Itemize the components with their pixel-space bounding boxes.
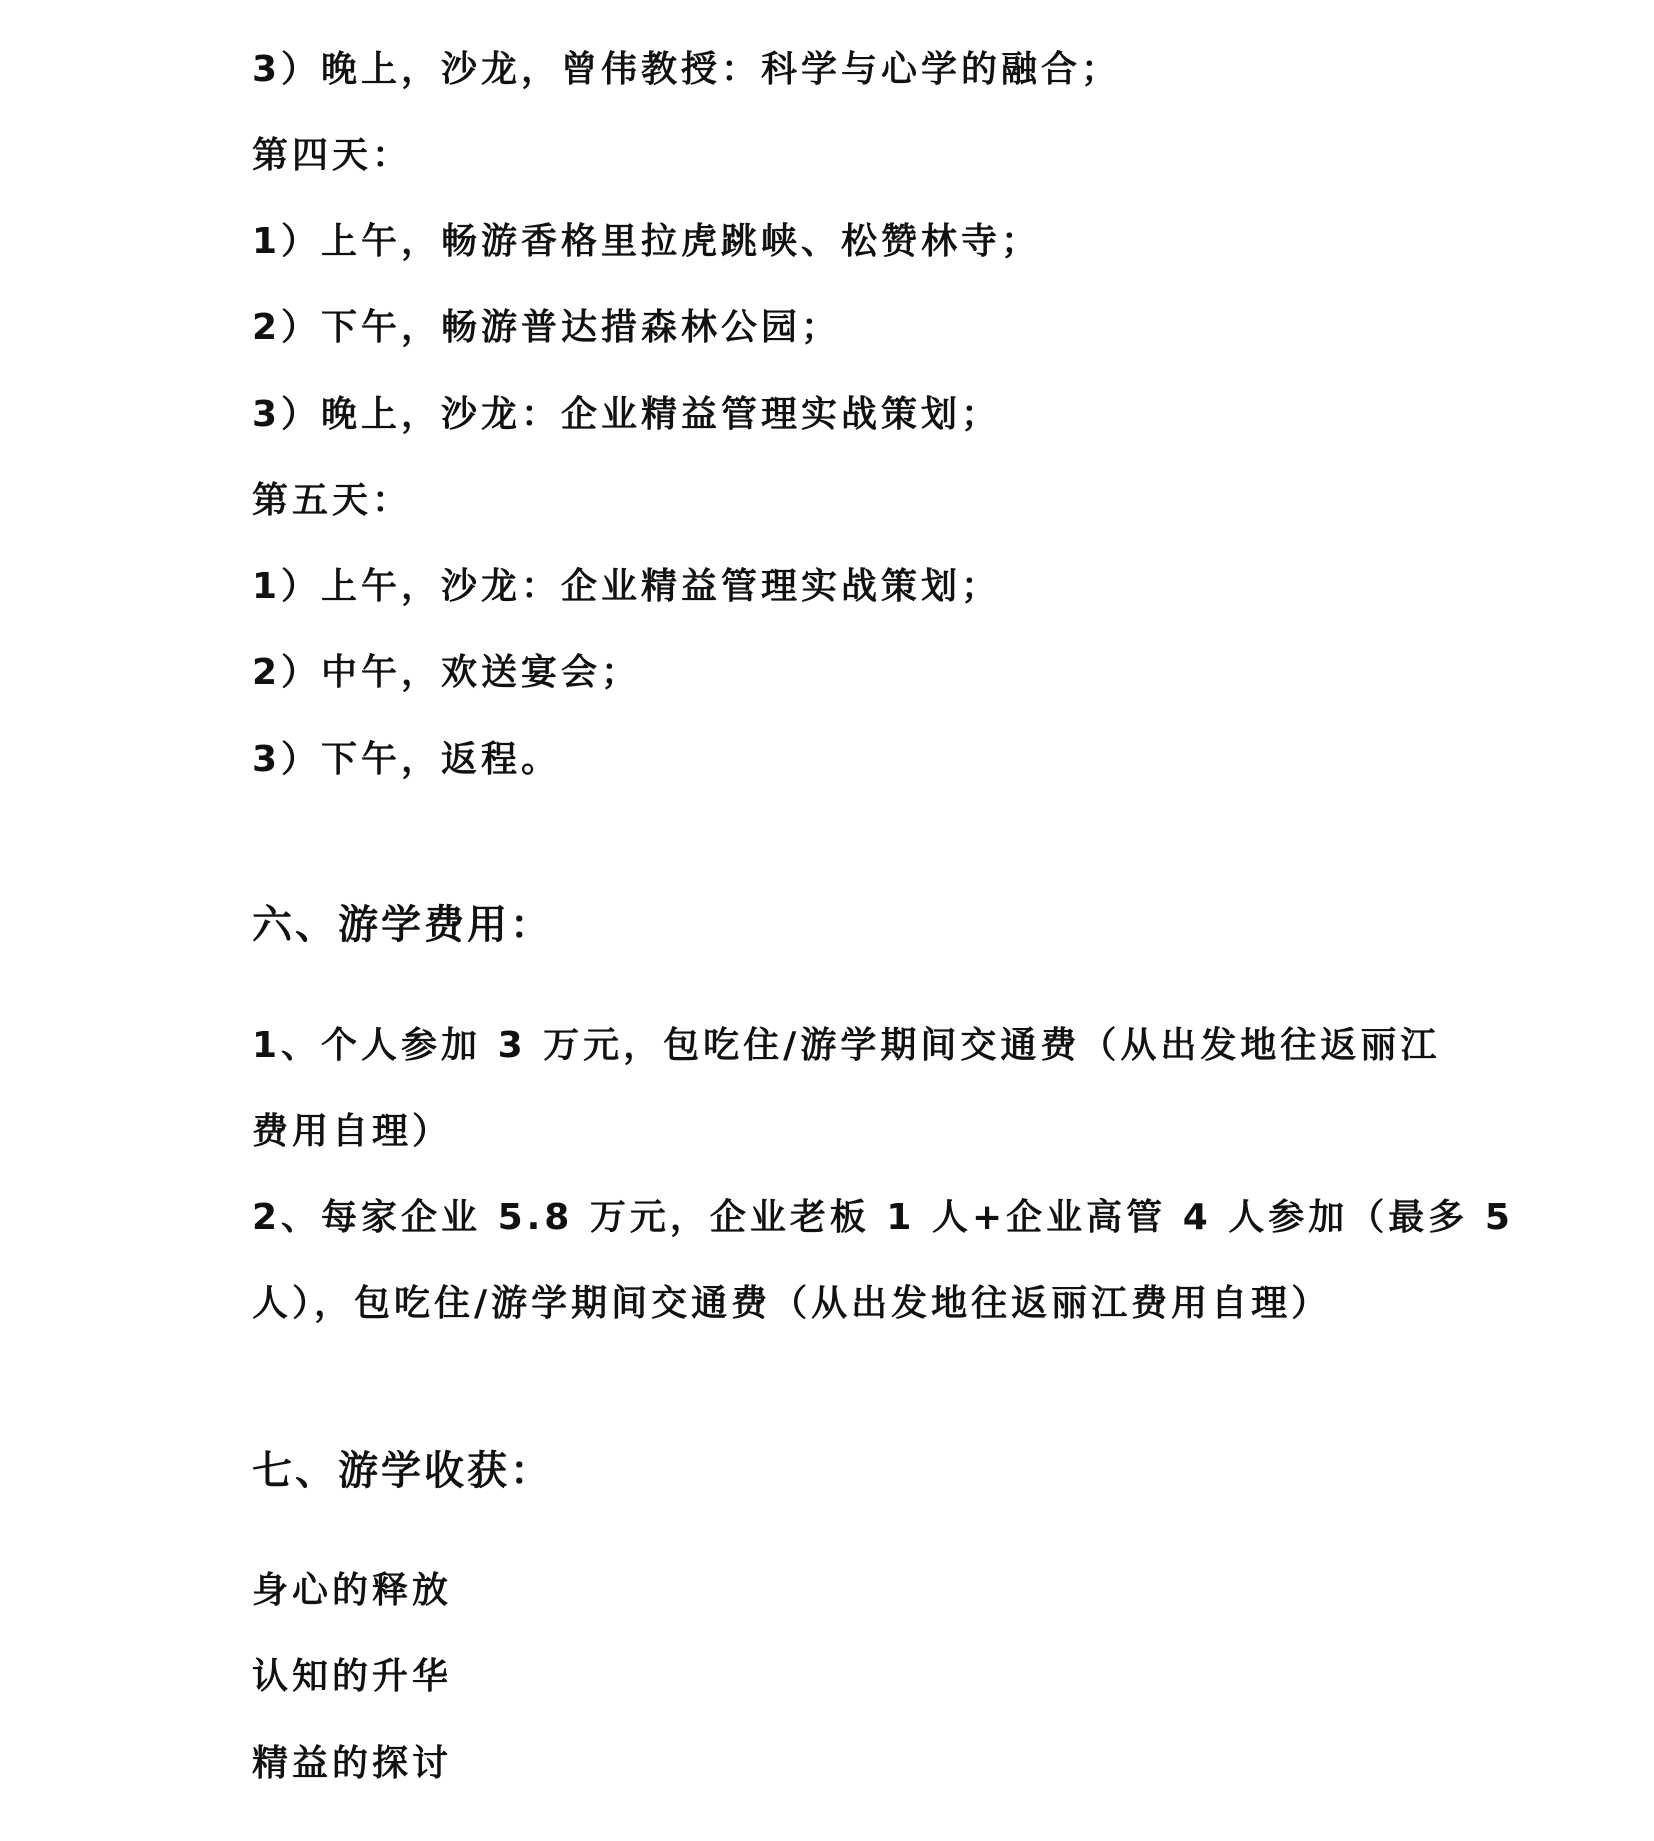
day4-title: 第四天： <box>252 135 413 176</box>
fee-enterprise-line1: 2、每家企业 5.8 万元，企业老板 1 人+企业高管 4 人参加（最多 5 <box>252 1197 1514 1238</box>
gain-item-cognition: 认知的升华 <box>252 1656 453 1697</box>
gain-item-lean: 精益的探讨 <box>252 1743 453 1784</box>
day5-afternoon-item: 3）下午，返程。 <box>252 739 562 780</box>
day5-title: 第五天： <box>252 480 413 521</box>
gain-item-release: 身心的释放 <box>252 1570 453 1611</box>
day4-evening-item: 3）晚上，沙龙：企业精益管理实战策划； <box>252 394 1002 435</box>
day4-afternoon-item: 2）下午，畅游普达措森林公园； <box>252 307 842 348</box>
fee-personal-line1: 1、个人参加 3 万元，包吃住/游学期间交通费（从出发地往返丽江 <box>252 1025 1441 1066</box>
day5-morning-item: 1）上午，沙龙：企业精益管理实战策划； <box>252 566 1002 607</box>
fee-personal-line2: 费用自理） <box>252 1111 453 1152</box>
section6-heading: 六、游学费用： <box>252 902 553 948</box>
day5-noon-item: 2）中午，欢送宴会； <box>252 652 642 693</box>
day3-evening-item: 3）晚上，沙龙，曾伟教授：科学与心学的融合； <box>252 49 1122 90</box>
fee-enterprise-line2: 人），包吃住/游学期间交通费（从出发地往返丽江费用自理） <box>252 1283 1332 1324</box>
day4-morning-item: 1）上午，畅游香格里拉虎跳峡、松赞林寺； <box>252 221 1042 262</box>
section7-heading: 七、游学收获： <box>252 1448 553 1494</box>
